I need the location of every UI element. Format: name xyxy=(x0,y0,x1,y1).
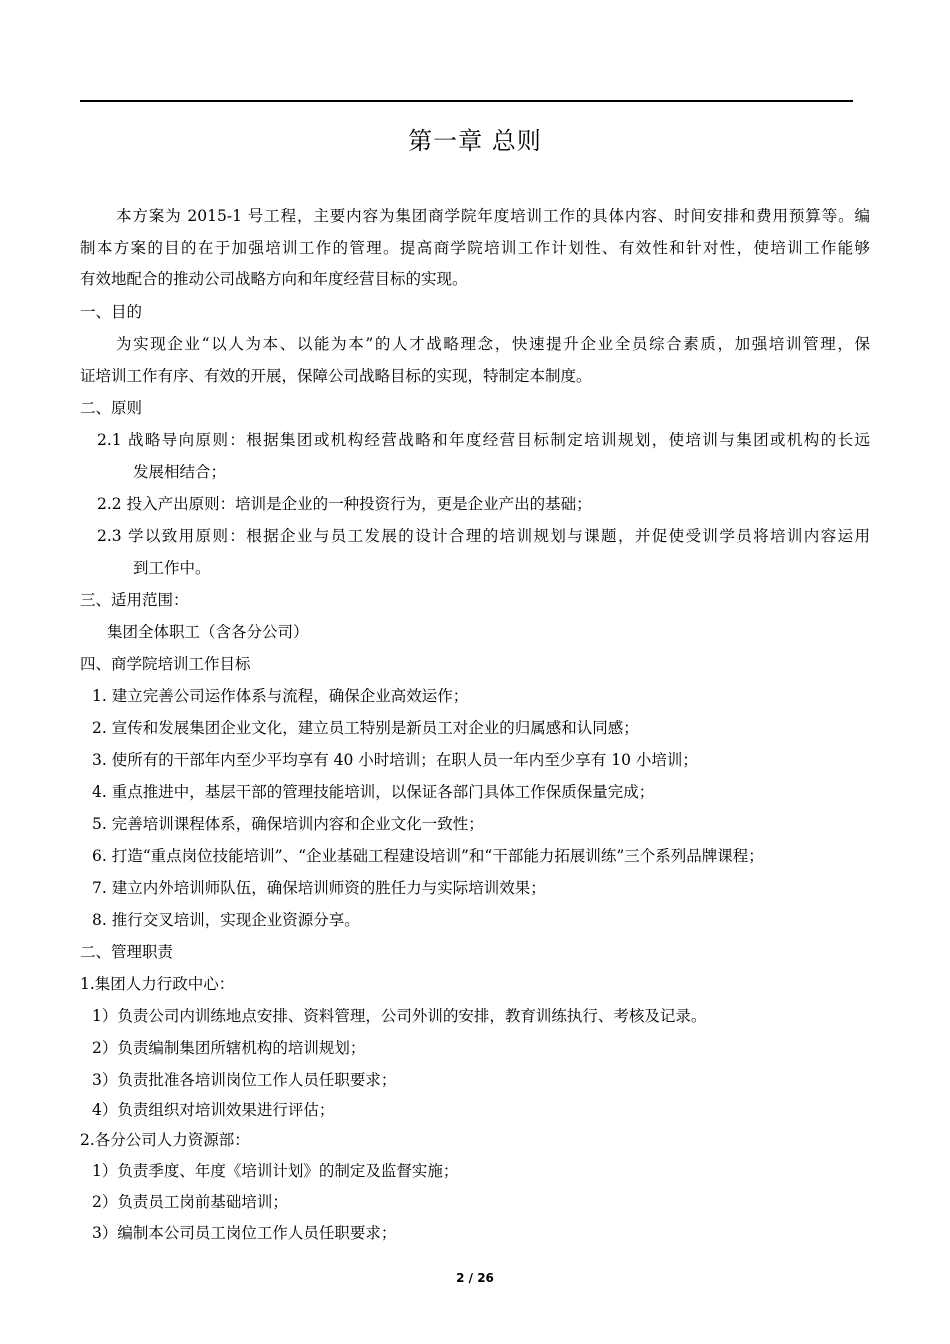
responsibility-group-title: 2.各分公司人力资源部： xyxy=(80,1131,250,1149)
page-separator: / xyxy=(468,1271,474,1285)
section-heading-principles: 二、原则 xyxy=(80,399,143,417)
goal-item: 7. 建立内外培训师队伍，确保培训师资的胜任力与实际培训效果； xyxy=(92,879,546,897)
page-current: 2 xyxy=(456,1271,465,1285)
responsibility-item: 2）负责员工岗前基础培训； xyxy=(92,1193,288,1211)
page-total: 26 xyxy=(477,1271,494,1285)
scope-text: 集团全体职工（含各分公司） xyxy=(107,623,309,641)
responsibility-item: 2）负责编制集团所辖机构的培训规划； xyxy=(92,1039,366,1057)
section-heading-scope: 三、适用范围： xyxy=(80,591,189,609)
goal-item: 1. 建立完善公司运作体系与流程，确保企业高效运作； xyxy=(92,687,469,705)
goal-item: 2. 宣传和发展集团企业文化，建立员工特别是新员工对企业的归属感和认同感； xyxy=(92,719,639,737)
section-heading-responsibilities: 二、管理职责 xyxy=(80,943,174,961)
responsibility-group-title: 1.集团人力行政中心： xyxy=(80,975,235,993)
purpose-line: 为实现企业“以人为本、以能为本”的人才战略理念，快速提升企业全员综合素质，加强培训管理，保 xyxy=(116,335,870,353)
chapter-title: 第一章 总则 xyxy=(408,127,542,155)
section-heading-purpose: 一、目的 xyxy=(80,303,143,321)
principle-item-continuation: 发展相结合； xyxy=(133,463,227,481)
principle-item: 2.1 战略导向原则：根据集团或机构经营战略和年度经营目标制定培训规划，使培训与集团或机构的长远 xyxy=(97,431,870,449)
goal-item: 3. 使所有的干部年内至少平均享有 40 小时培训；在职人员一年内至少享有 10 小培训； xyxy=(92,751,698,769)
responsibility-item: 3）负责批准各培训岗位工作人员任职要求； xyxy=(92,1071,397,1089)
intro-line: 制本方案的目的在于加强培训工作的管理。提高商学院培训工作计划性、有效性和针对性，使培训工作能够 xyxy=(80,239,870,257)
responsibility-item: 1）负责公司内训练地点安排、资料管理，公司外训的安排，教育训练执行、考核及记录。 xyxy=(92,1007,707,1025)
responsibility-item: 4）负责组织对培训效果进行评估； xyxy=(92,1101,335,1119)
principle-item: 2.2 投入产出原则：培训是企业的一种投资行为，更是企业产出的基础； xyxy=(97,495,592,513)
intro-line: 本方案为 2015-1 号工程，主要内容为集团商学院年度培训工作的具体内容、时间安排和费用预算等。编 xyxy=(116,207,870,225)
page-number xyxy=(0,1271,950,1285)
goal-item: 5. 完善培训课程体系，确保培训内容和企业文化一致性； xyxy=(92,815,484,833)
section-heading-goals: 四、商学院培训工作目标 xyxy=(80,655,251,673)
principle-item: 2.3 学以致用原则：根据企业与员工发展的设计合理的培训规划与课题，并促使受训学员将培训内容运用 xyxy=(97,527,870,545)
goal-item: 8. 推行交叉培训，实现企业资源分享。 xyxy=(92,911,360,929)
goal-item: 4. 重点推进中，基层干部的管理技能培训，以保证各部门具体工作保质保量完成； xyxy=(92,783,655,801)
responsibility-item: 1）负责季度、年度《培训计划》的制定及监督实施； xyxy=(92,1162,459,1180)
principle-item-continuation: 到工作中。 xyxy=(133,559,211,577)
intro-line: 有效地配合的推动公司战略方向和年度经营目标的实现。 xyxy=(80,270,468,288)
responsibility-item: 3）编制本公司员工岗位工作人员任职要求； xyxy=(92,1224,397,1242)
goal-item: 6. 打造“重点岗位技能培训”、“企业基础工程建设培训”和“干部能力拓展训练”三个系列品牌课程； xyxy=(92,847,764,865)
header-rule xyxy=(80,100,853,102)
purpose-line: 证培训工作有序、有效的开展，保障公司战略目标的实现，特制定本制度。 xyxy=(80,367,592,385)
